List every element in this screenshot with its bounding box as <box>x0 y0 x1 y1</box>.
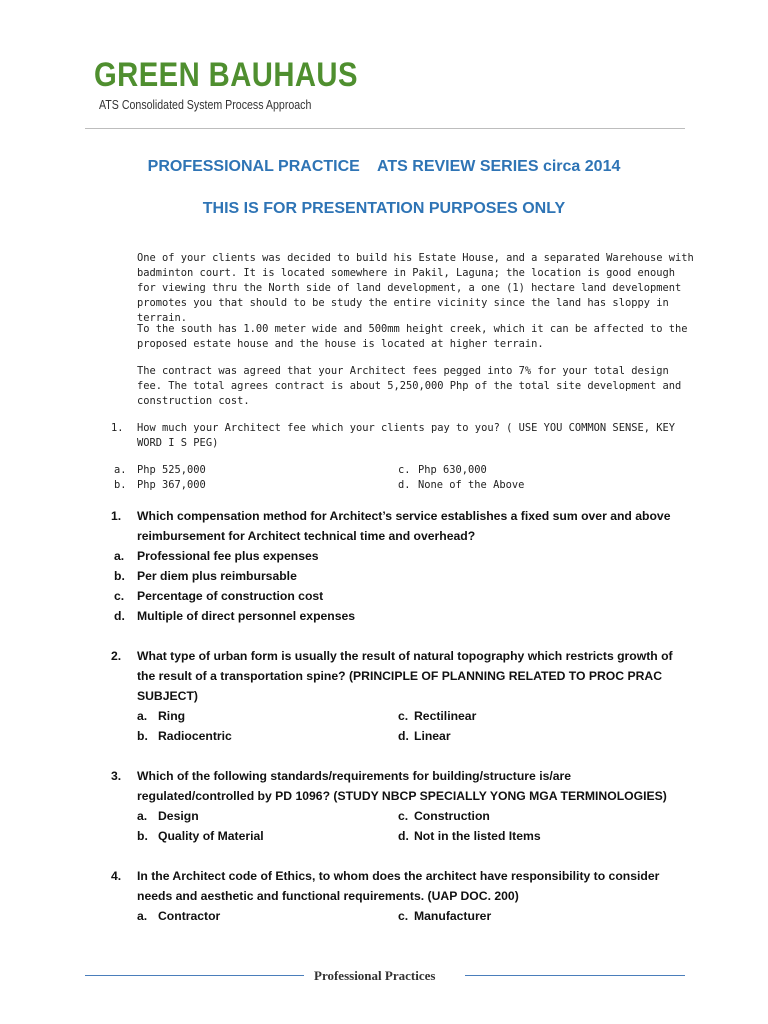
option-text: Php 630,000 <box>418 464 487 476</box>
intro-paragraph-3: The contract was agreed that your Architect fees pegged into 7% for your total design fee. The total agrees contract is about 5,250,000 Php of the total site development and construction cost. <box>137 365 682 407</box>
option-text: Per diem plus reimbursable <box>137 569 297 583</box>
option-letter: b. <box>137 829 148 843</box>
option-text: Multiple of direct personnel expenses <box>137 609 356 623</box>
option-text: Php 525,000 <box>137 464 206 476</box>
question-text: In the Architect code of Ethics, to whom does the architect have responsibility to consider needs and aesthetic and functional requirements. <box>137 869 660 903</box>
option-text: None of the Above <box>418 479 525 491</box>
option-text: Quality of Material <box>158 829 264 843</box>
option-letter: a. <box>114 464 127 476</box>
question-text: What type of urban form is usually the result of natural topography which restricts growth of the result of a transportation spine? <box>137 649 673 683</box>
option-text: Linear <box>414 729 451 743</box>
question-note: (PRINCIPLE OF PLANNING RELATED TO PROC PRAC SUBJECT) <box>137 669 663 703</box>
question-note: (STUDY NBCP SPECIALLY YONG MGA TERMINOLOGIES) <box>333 789 667 803</box>
option-text: Not in the listed Items <box>414 829 541 843</box>
option-letter: a. <box>137 909 148 923</box>
question-number: 4. <box>111 869 122 883</box>
option-letter: d. <box>398 829 409 843</box>
option-text: Professional fee plus expenses <box>137 549 319 563</box>
document-title: PROFESSIONAL PRACTICE ATS REVIEW SERIES circa 2014 <box>147 158 621 175</box>
option-letter: b. <box>114 479 127 491</box>
option-text: Rectilinear <box>414 709 477 723</box>
option-letter: a. <box>114 549 125 563</box>
footer-divider-right <box>465 975 685 976</box>
option-letter: c. <box>398 709 409 723</box>
option-letter: b. <box>137 729 148 743</box>
option-letter: c. <box>398 909 409 923</box>
option-letter: c. <box>398 464 411 476</box>
option-letter: c. <box>114 589 125 603</box>
question-number: 1. <box>111 422 124 434</box>
option-letter: d. <box>398 479 411 491</box>
option-text: Percentage of construction cost <box>137 589 324 603</box>
option-letter: b. <box>114 569 125 583</box>
question-text: Which compensation method for Architect’s service establishes a fixed sum over and above reimbursement for Architect technical time and overhead? <box>137 509 671 543</box>
logo-subtitle: ATS Consolidated System Process Approach <box>99 98 312 112</box>
option-text: Ring <box>158 709 186 723</box>
option-text: Radiocentric <box>158 729 232 743</box>
question-text-block <box>137 866 682 906</box>
option-text: Contractor <box>158 909 221 923</box>
footer-text: Professional Practices <box>314 968 436 983</box>
question-text: How much your Architect fee which your clients pay to you? ( USE YOU COMMON SENSE, KEY WORD I S PEG) <box>137 422 675 449</box>
logo-title: GREEN BAUHAUS <box>94 56 358 94</box>
question-text-block <box>137 766 682 806</box>
footer-divider-left <box>85 975 304 976</box>
header-divider <box>85 128 685 129</box>
option-text: Design <box>158 809 199 823</box>
option-letter: d. <box>114 609 125 623</box>
option-letter: a. <box>137 809 148 823</box>
option-letter: d. <box>398 729 409 743</box>
intro-paragraph-1: One of your clients was decided to build his Estate House, and a separated Warehouse with badminton court. It is located somewhere in Pakil, Laguna; the location is good enough for viewing thru the North side of land development, a one (1) hectare land development promotes you that should to be study the entire vicinity since the land has sloppy in terrain. <box>137 252 694 324</box>
question-text-block <box>137 646 682 706</box>
option-letter: c. <box>398 809 409 823</box>
question-number: 2. <box>111 649 122 663</box>
intro-paragraph-2: To the south has 1.00 meter wide and 500mm height creek, which it can be affected to the proposed estate house and the house is located at higher terrain. <box>137 323 688 350</box>
question-number: 1. <box>111 509 122 523</box>
option-text: Construction <box>414 809 490 823</box>
document-subtitle: THIS IS FOR PRESENTATION PURPOSES ONLY <box>202 200 566 217</box>
option-text: Php 367,000 <box>137 479 206 491</box>
question-number: 3. <box>111 769 122 783</box>
option-text: Manufacturer <box>414 909 492 923</box>
question-note: (UAP DOC. 200) <box>427 889 519 903</box>
question-text: Which of the following standards/requirements for building/structure is/are regulated/controlled by PD 1096? <box>137 769 572 803</box>
option-letter: a. <box>137 709 148 723</box>
